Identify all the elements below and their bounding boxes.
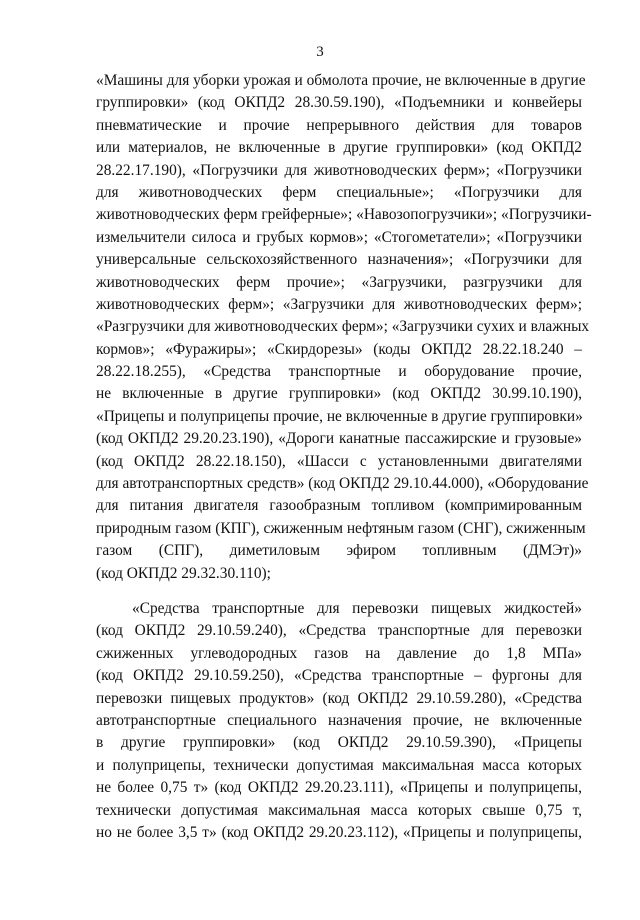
- text-line: не включенные в другие группировки» (код ОКПД2 30.99.10.190),: [96, 385, 582, 403]
- text-line: (код ОКПД2 28.22.18.150), «Шасси с установленными двигателями: [96, 452, 582, 470]
- text-line: «Прицепы и полуприцепы прочие, не включенные в другие группировки»: [96, 407, 583, 425]
- text-line: 28.22.17.190), «Погрузчики для животноводческих ферм»; «Погрузчики: [96, 161, 582, 179]
- text-line: для животноводческих ферм специальные»; «Погрузчики для: [96, 183, 582, 201]
- text-line: или материалов, не включенные в другие группировки» (код ОКПД2: [96, 139, 582, 157]
- text-line: группировки» (код ОКПД2 28.30.59.190), «Подъемники и конвейеры: [96, 94, 582, 112]
- text-line: перевозки пищевых продуктов» (код ОКПД2 29.10.59.280), «Средства: [96, 689, 582, 707]
- text-line: «Средства транспортные для перевозки пищевых жидкостей»: [132, 600, 582, 617]
- text-line: (код ОКПД2 29.10.59.240), «Средства транспортные для перевозки: [96, 622, 582, 640]
- text-line: но не более 3,5 т» (код ОКПД2 29.20.23.112), «Прицепы и полуприцепы,: [96, 823, 582, 841]
- text-line: «Разгрузчики для животноводческих ферм»; «Загрузчики сухих и влажных: [96, 318, 590, 336]
- text-line: для питания двигателя газообразным топливом (компримированным: [96, 497, 582, 515]
- paragraph-2: [96, 598, 582, 844]
- text-line: «Машины для уборки урожая и обмолота прочие, не включенные в другие: [96, 72, 586, 89]
- page-number: 3: [316, 44, 324, 60]
- text-line: не более 0,75 т» (код ОКПД2 29.20.23.111), «Прицепы и полуприцепы,: [96, 779, 582, 797]
- text-line: газом (СПГ), диметиловым эфиром топливным (ДМЭт)»: [96, 542, 582, 560]
- text-line: кормов»; «Фуражиры»; «Скирдорезы» (коды ОКПД2 28.22.18.240 –: [96, 340, 582, 358]
- text-line: сжиженных углеводородных газов на давление до 1,8 МПа»: [96, 644, 582, 662]
- text-line: природным газом (КПГ), сжиженным нефтяным газом (СНГ), сжиженным: [96, 519, 586, 537]
- text-line: в другие группировки» (код ОКПД2 29.10.59.390), «Прицепы: [96, 734, 582, 752]
- text-line: животноводческих ферм грейферные»; «Навозопогрузчики»; «Погрузчики-: [96, 206, 592, 224]
- text-line: автотранспортные специального назначения прочие, не включенные: [96, 711, 582, 729]
- text-line: пневматические и прочие непрерывного действия для товаров: [96, 116, 582, 134]
- paragraph-1: [96, 70, 592, 585]
- text-line: (код ОКПД2 29.20.23.190), «Дороги канатные пассажирские и грузовые»: [96, 430, 582, 448]
- text-line: 28.22.18.255), «Средства транспортные и оборудование прочие,: [96, 363, 582, 381]
- text-line: и полуприцепы, технически допустимая максимальная масса которых: [96, 756, 582, 774]
- text-line: измельчители силоса и грубых кормов»; «Стогометатели»; «Погрузчики: [96, 228, 582, 246]
- text-line: (код ОКПД2 29.32.30.110);: [96, 564, 271, 582]
- text-line: технически допустимая максимальная масса которых свыше 0,75 т,: [96, 801, 582, 819]
- text-line: (код ОКПД2 29.10.59.250), «Средства транспортные – фургоны для: [96, 667, 582, 685]
- text-line: универсальные сельскохозяйственного назначения»; «Погрузчики для: [96, 251, 582, 269]
- text-line: животноводческих ферм прочие»; «Загрузчики, разгрузчики для: [96, 273, 582, 291]
- text-line: животноводческих ферм»; «Загрузчики для животноводческих ферм»;: [96, 295, 582, 313]
- text-line: для автотранспортных средств» (код ОКПД2 29.10.44.000), «Оборудование: [96, 475, 589, 493]
